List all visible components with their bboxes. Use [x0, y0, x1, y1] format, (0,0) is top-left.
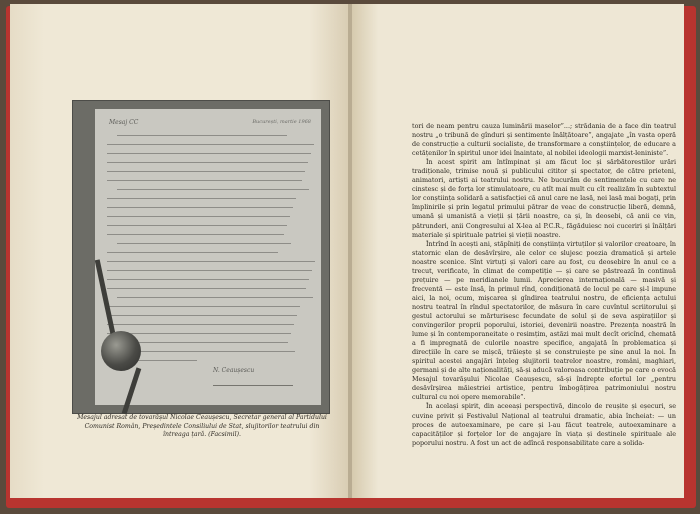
handwriting-line: [117, 243, 291, 244]
body-text: [412, 122, 676, 448]
seal-ribbon: [122, 367, 142, 414]
handwriting-line: [107, 315, 297, 316]
wax-seal-icon: [101, 331, 141, 371]
paragraph: În același spirit, din aceeași perspectivă, dincolo de reușite și eșecuri, se cuvine privit și Festivalul Național al teatrului dramatic, abia încheiat: — un proces de autoexaminare, pe care și l-au făcut teatrele, autoexaminare a capacităților și forțelor lor de angajare în viața și destinele spirituale ale poporului nostru. A fost un act de adîncă responsabilitate care a solida-: [412, 402, 676, 447]
paragraph: În acest spirit am întîmpinat și am făcut loc și sărbătorestilor urări tradiționale, trimise nouă și publicului cititor și spectator, de către prieteni, animatori, artiști ai teatrului nostru. Ne bucurăm de sentimentele cu care ne cinstesc și de forța lor stimulatoare, cu atît mai mult cu cît realizăm în subtextul lor conștiința solidară a satisfacției că anul care ne lasă, nei lasă mai bogați, prin împlinirile și prin legatul primului pătrar de veac de construcție liberă, demnă, umană și umanistă a vieții și țării noastre, ca și, în deosebi, că anii ce vin, pătrunderi, anii Congresului al X-lea al P.C.R., făgăduiesc noi cuceriri și înălțări materiale și spirituale patriei și vieții noastre.: [412, 158, 676, 239]
letter-date: București, martie 1968: [252, 119, 311, 125]
handwriting-line: [107, 216, 290, 217]
handwriting-line: [117, 135, 287, 136]
handwriting-line: [117, 297, 313, 298]
handwriting-line: [107, 171, 305, 172]
handwriting-line: [107, 234, 284, 235]
handwriting-line: [107, 162, 308, 163]
handwriting-line: [107, 252, 278, 253]
handwriting-line: [107, 306, 300, 307]
handwriting-line: [107, 207, 293, 208]
handwriting-line: [117, 189, 309, 190]
handwriting-line: [107, 279, 309, 280]
facsimile-photo: [72, 100, 330, 414]
handwriting-line: [117, 351, 295, 352]
handwriting-line: [107, 261, 315, 262]
signature: N. Ceaușescu: [213, 367, 293, 386]
handwriting-line: [107, 270, 312, 271]
handwriting-line: [107, 324, 294, 325]
handwriting-line: [107, 225, 287, 226]
paragraph: Întrînd în acești ani, stăpîniți de conștiința virtuților și valorilor creatoare, în statornic elan de desăvîrșire, ale celor ce slujesc poezia dramatică și artele noastre scenice. Sînt virtuți și valori care au fost, cu deosebire în anul ce a trecut, verificate, în climat de competiție — și care se păstrează în continuă prețuire — pe meridianele lumii. Aprecierea internațională — masivă și frecventă — este însă, în primul rînd, condiționată de locul pe care și-l impune aici, la noi, ocum, mișcarea și gîndirea teatrului nostru, de eficiența actului nostru teatral în rîndul spectatorilor, de măsura în care cuvîntul scriitorului și gestul actorului se mărturisesc fecundate de solul și de seva aspirațiilor și convingerilor proprii poporului, istoriei, devenirii noastre. Prezența noastră în lume și în contemporaneitate o resimțim, astăzi mai mult decît oricînd, chemată a fi impregnată de culorile noastre specifice, angajată în problematica și direcțiile în care se mișcă, trăiește și se construiește pe sine anul la noi. În spiritul acestei angajări înțeleg slujitorii teatrelor noastre, români, maghiari, germani și de alte naționalități, să-și aducă valoroasa contribuție pe care o evocă Mesajul tovarășului Nicolae Ceaușescu, să-și îndrepte efortul lor „pentru desăvîrșirea măiestriei artistice, pentru îmbogățirea patrimoniului nostru cultural cu noi opere memorabile”.: [412, 239, 676, 402]
left-page: [10, 4, 350, 498]
seal-ribbon: [95, 259, 117, 338]
handwriting-line: [107, 144, 314, 145]
handwriting-line: [107, 288, 306, 289]
handwriting-line: [107, 333, 291, 334]
paragraph: tori de neam pentru cauza luminării maselor”...; strădania de a face din teatrul nostru „o tribună de gînduri și sentimente înălțătoare”, angajate „în vasta operă de construcție a culturii socialiste, de transformare a conștiințelor, de educare a cetățenilor în spiritul unor idei înaintate, al nobilei ideologii marxist-leniniste”.: [412, 122, 676, 158]
handwriting-line: [107, 180, 302, 181]
photo-caption: Mesajul adresat de tovarășul Nicolae Ceaușescu, Secretar general al Partidului Comunist Român, Președintele Consiliului de Stat, slujitorilor teatrului din întreaga țară. (Facsimil).: [77, 414, 327, 439]
letter-facsimile: [95, 109, 321, 405]
handwriting-line: [107, 198, 296, 199]
letter-heading: Mesaj CC: [109, 119, 139, 126]
handwriting-line: [107, 153, 311, 154]
